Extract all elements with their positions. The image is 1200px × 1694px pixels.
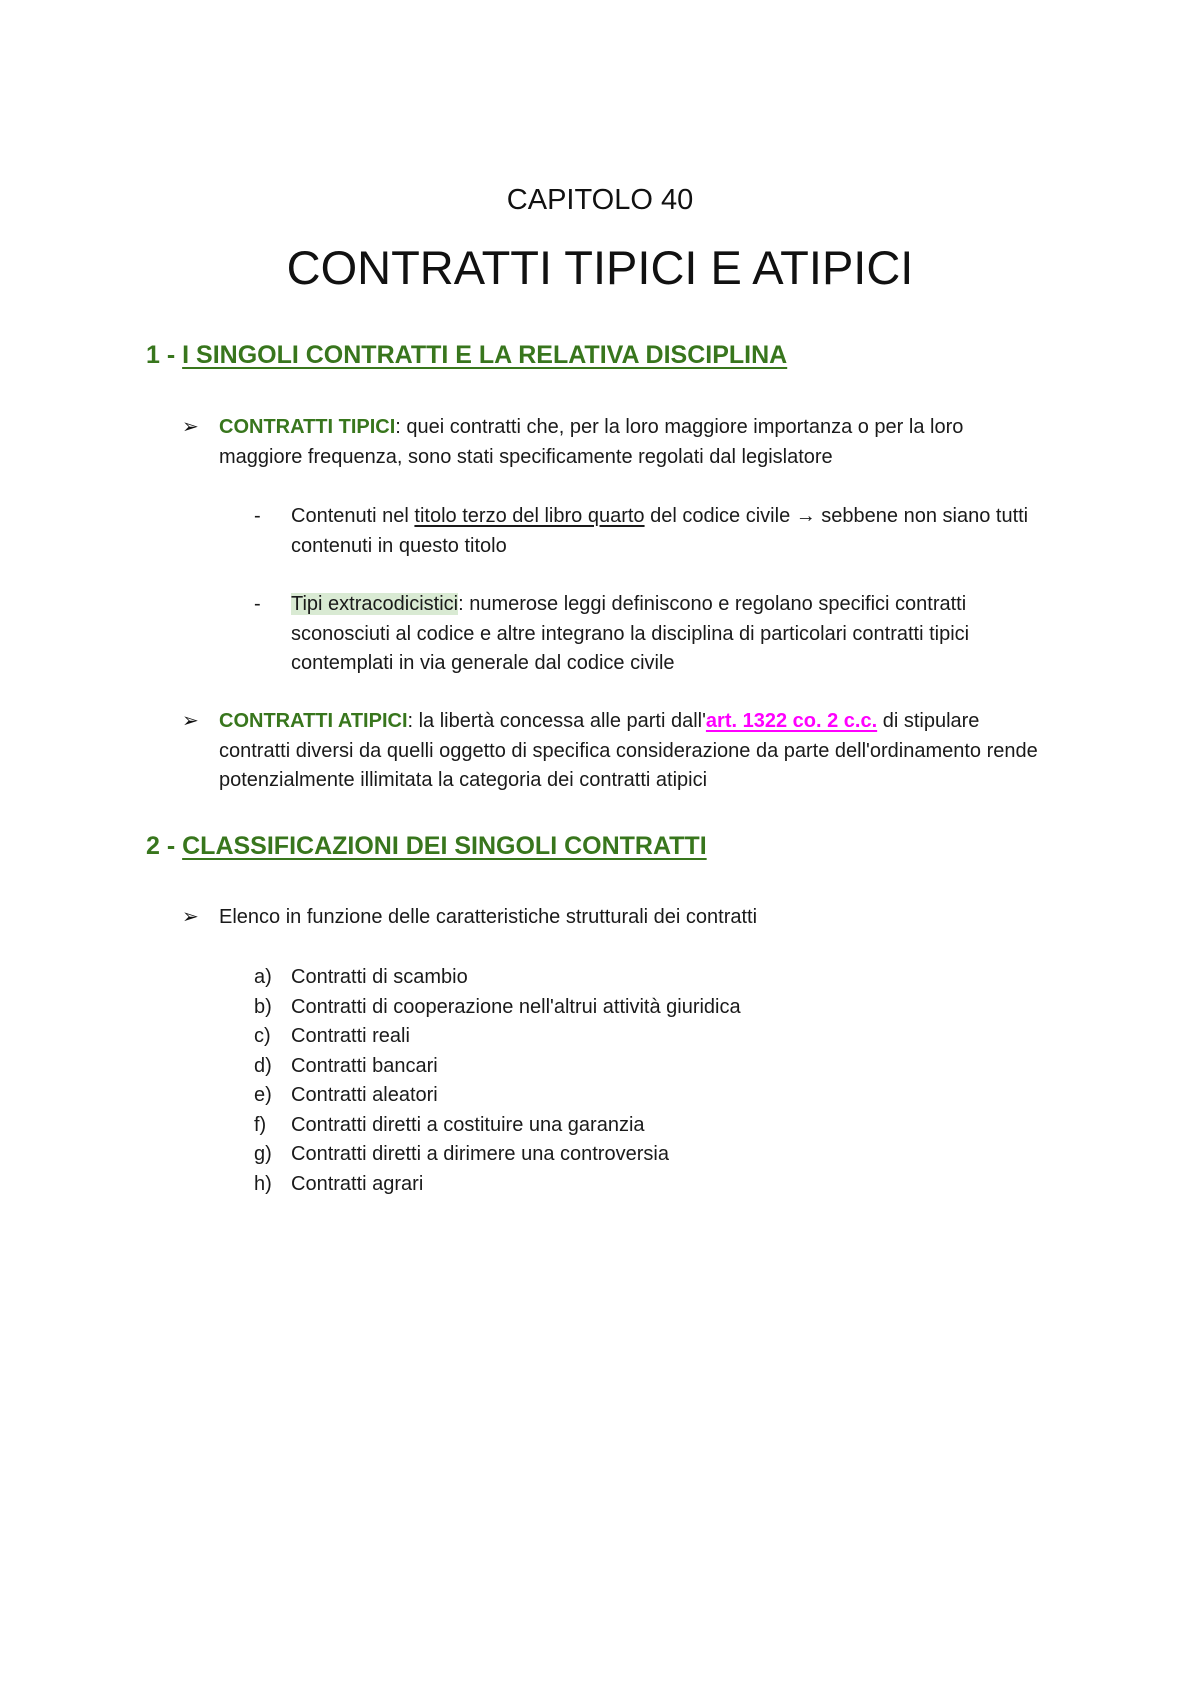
bullet-text-post: di stipulare contratti diversi da quelli oggetto di specifica considerazione da parte dell'ordinamento rende potenzialmente illimitata la categoria dei contratti atipici (219, 710, 1038, 791)
underlined-reference: titolo terzo del libro quarto (414, 505, 645, 527)
list-item-text: Contratti diretti a dirimere una controversia (291, 1143, 669, 1165)
list-item-label: f) (254, 1113, 267, 1136)
list-item-text: Contratti di scambio (291, 966, 468, 988)
arrow-bullet-icon: ➢ (182, 710, 199, 732)
chapter-label: CAPITOLO 40 (506, 184, 694, 216)
list-item-text: Contratti di cooperazione nell'altrui attività giuridica (291, 995, 741, 1018)
dash-marker: - (254, 505, 261, 527)
list-item-label: h) (254, 1172, 272, 1195)
bullet-elenco (182, 903, 1052, 933)
arrow-bullet-icon: ➢ (182, 906, 199, 928)
list-item-text: Contratti agrari (291, 1172, 424, 1195)
dash-text-pre: Contenuti nel (291, 505, 415, 527)
list-item (254, 1111, 741, 1141)
dash-marker: - (254, 593, 261, 615)
section-1-number: 1 - (146, 341, 183, 369)
term-contratti-tipici: CONTRATTI TIPICI (219, 416, 396, 438)
list-item-text: Contratti aleatori (291, 1084, 438, 1106)
list-item-label: e) (254, 1084, 272, 1106)
page-title: CONTRATTI TIPICI E ATIPICI (286, 241, 914, 294)
highlighted-term: Tipi extracodicistici (291, 593, 459, 615)
bullet-text: : quei contratti che, per la loro maggiore importanza o per la loro maggiore frequenza, sono stati specificamente regolati dal legislatore (219, 416, 964, 468)
list-item (254, 1022, 741, 1052)
section-1-heading (146, 340, 787, 370)
section-2-heading (146, 831, 707, 861)
article-link[interactable]: art. 1322 co. 2 c.c. (705, 710, 878, 732)
list-item-label: a) (254, 966, 272, 988)
bullet-contratti-tipici (182, 413, 1052, 472)
arrow-bullet-icon: ➢ (182, 416, 199, 438)
list-item-text: Contratti diretti a costituire una garanzia (291, 1113, 645, 1136)
dash-item-contenuti (254, 502, 1054, 561)
bullet-text: Elenco in funzione delle caratteristiche strutturali dei contratti (219, 906, 758, 928)
list-item (254, 1081, 741, 1111)
section-2-title: CLASSIFICAZIONI DEI SINGOLI CONTRATTI (182, 832, 707, 860)
list-item (254, 963, 741, 993)
bullet-text-pre: : la libertà concessa alle parti dall' (407, 710, 706, 732)
term-contratti-atipici: CONTRATTI ATIPICI (219, 710, 408, 732)
list-item-label: g) (254, 1143, 272, 1165)
list-item-label: c) (254, 1025, 271, 1047)
list-item-text: Contratti bancari (291, 1054, 438, 1077)
section-2-number: 2 - (146, 832, 183, 860)
list-item-text: Contratti reali (291, 1025, 410, 1047)
dash-item-extracodicistici (254, 590, 1054, 679)
bullet-contratti-atipici (182, 707, 1052, 796)
classification-list (254, 963, 741, 1199)
list-item-label: d) (254, 1054, 272, 1077)
dash-text-post: del codice civile → sebbene non siano tutti contenuti in questo titolo (291, 505, 1029, 557)
list-item-label: b) (254, 995, 272, 1018)
list-item (254, 1140, 741, 1170)
list-item (254, 1052, 741, 1082)
list-item (254, 993, 741, 1023)
dash-text-post: : numerose leggi definiscono e regolano specifici contratti sconosciuti al codice e altre integrano la disciplina di particolari contratti tipici contemplati in via generale dal codice civile (291, 593, 970, 674)
list-item (254, 1170, 741, 1200)
section-1-title: I SINGOLI CONTRATTI E LA RELATIVA DISCIPLINA (182, 341, 788, 369)
